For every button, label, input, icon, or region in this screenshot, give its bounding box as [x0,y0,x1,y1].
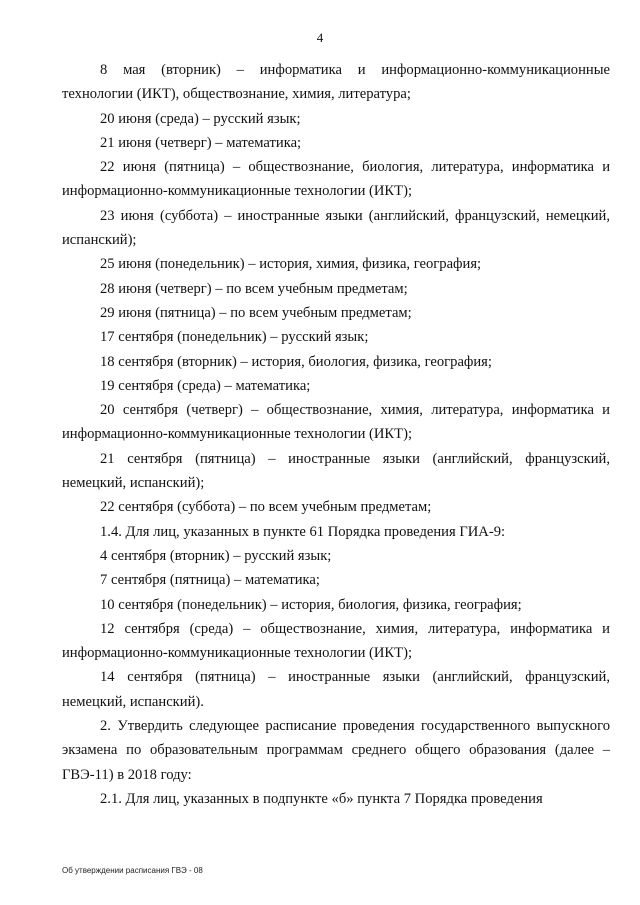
paragraph: 7 сентября (пятница) – математика; [100,572,320,589]
paragraph: 14 сентября (пятница) – иностранные языки (английский, французский, немецкий, испанский). [62,669,610,710]
document-footer: Об утверждении расписания ГВЭ - 08 [62,866,203,875]
paragraph: 2. Утвердить следующее расписание проведения государственного выпускного экзамена по образовательным программам среднего общего образования (далее – ГВЭ-11) в 2018 году: [62,718,610,783]
paragraph: 18 сентября (вторник) – история, биология, физика, география; [100,353,492,370]
paragraph: 4 сентября (вторник) – русский язык; [100,547,332,564]
paragraph: 12 сентября (среда) – обществознание, химия, литература, информатика и информационно-коммуникационные технологии (ИКТ); [62,620,610,662]
paragraph: 1.4. Для лиц, указанных в пункте 61 Порядка проведения ГИА-9: [100,523,506,540]
paragraph: 17 сентября (понедельник) – русский язык; [100,329,369,346]
paragraph: 2.1. Для лиц, указанных в подпункте «б» пункта 7 Порядка проведения [100,790,543,807]
document-body [62,58,610,811]
paragraph: 10 сентября (понедельник) – история, биология, физика, география; [100,596,522,613]
paragraph: 20 июня (среда) – русский язык; [100,110,301,127]
paragraph: 25 июня (понедельник) – история, химия, физика, география; [100,256,482,273]
paragraph: 28 июня (четверг) – по всем учебным предметам; [100,280,408,297]
page-number: 4 [316,30,324,45]
paragraph: 23 июня (суббота) – иностранные языки (английский, французский, немецкий, испанский); [62,207,610,249]
paragraph: 20 сентября (четверг) – обществознание, химия, литература, информатика и информационно-коммуникационные технологии (ИКТ); [62,402,610,443]
paragraph: 22 сентября (суббота) – по всем учебным предметам; [100,499,432,516]
paragraph: 22 июня (пятница) – обществознание, биология, литература, информатика и информационно-коммуникационные технологии (ИКТ); [62,159,610,200]
paragraph: 8 мая (вторник) – информатика и информационно-коммуникационные технологии (ИКТ), обществознание, химия, литература; [62,62,610,103]
paragraph: 29 июня (пятница) – по всем учебным предметам; [100,304,412,321]
paragraph: 19 сентября (среда) – математика; [100,377,311,394]
paragraph: 21 сентября (пятница) – иностранные языки (английский, французский, немецкий, испанский); [62,450,610,492]
paragraph: 21 июня (четверг) – математика; [100,134,302,151]
